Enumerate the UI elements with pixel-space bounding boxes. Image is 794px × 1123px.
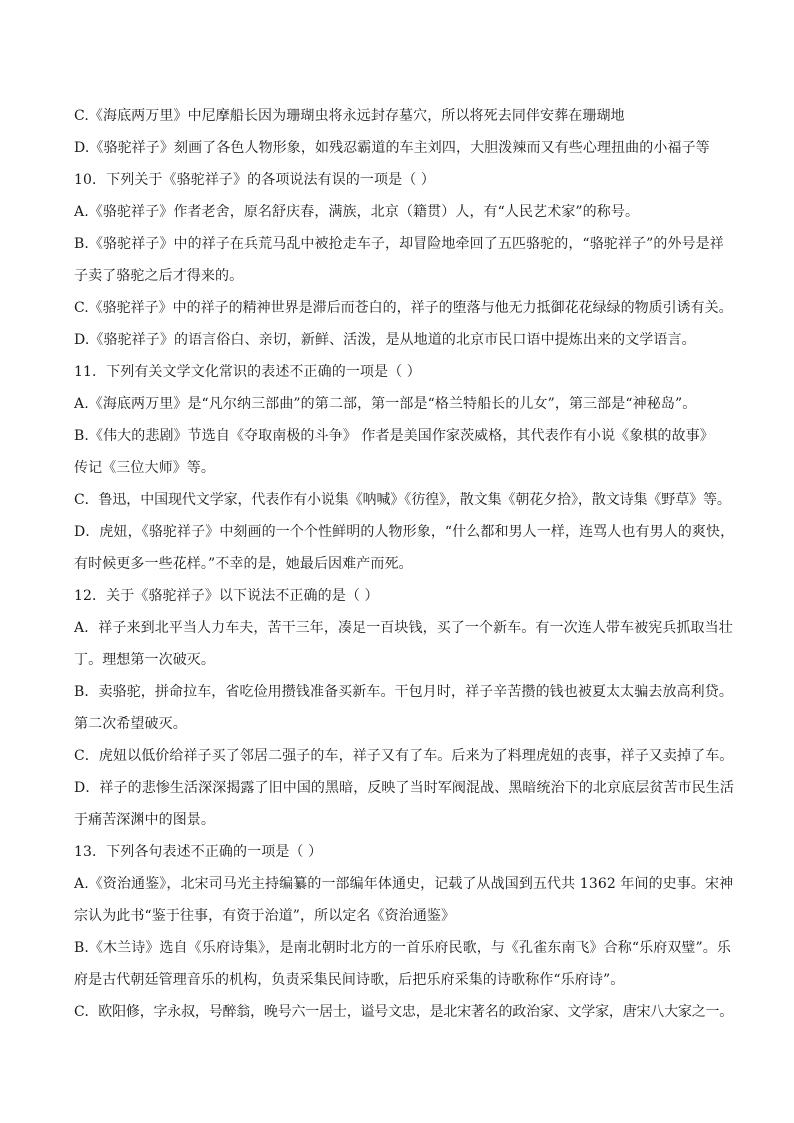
text-line: 于痛苦深渊中的图景。 bbox=[74, 812, 215, 828]
text-line: 传记《三位大师》等。 bbox=[74, 460, 215, 476]
text-line: C．欧阳修，字永叔，号醉翁，晚号六一居士，谥号文忠，是北宋著名的政治家、文学家，唐宋八大家之一。 bbox=[74, 1004, 734, 1020]
text-line: D．祥子的悲惨生活深深揭露了旧中国的黑暗，反映了当时军阀混战、黑暗统治下的北京底层贫苦市民生活 bbox=[74, 780, 734, 796]
text-line: C.《海底两万里》中尼摩船长因为珊瑚虫将永远封存墓穴，所以将死去同伴安葬在珊瑚地 bbox=[74, 108, 625, 124]
document-page bbox=[74, 100, 734, 1028]
text-line: C．鲁迅，中国现代文学家，代表作有小说集《呐喊》《彷徨》，散文集《朝花夕拾》，散文诗集《野草》等。 bbox=[74, 492, 731, 508]
text-line: 宗认为此书“鉴于往事，有资于治道”，所以定名《资治通鉴》 bbox=[74, 908, 456, 924]
question-title: 11．下列有关文学文化常识的表述不正确的一项是（ ） bbox=[74, 364, 421, 380]
text-line: D．虎妞，《骆驼祥子》中刻画的一个个性鲜明的人物形象，“什么都和男人一样，连骂人也有男人的爽快， bbox=[74, 524, 735, 540]
text-line: 丁。理想第一次破灭。 bbox=[74, 652, 215, 668]
text-line: 府是古代朝廷管理音乐的机构，负责采集民间诗歌，后把乐府采集的诗歌称作“乐府诗”。 bbox=[74, 972, 625, 988]
text-line: B.《木兰诗》选自《乐府诗集》，是南北朝时北方的一首乐府民歌，与《孔雀东南飞》合称“乐府双璧”。乐 bbox=[74, 940, 731, 956]
question-title: 12．关于《骆驼祥子》以下说法不正确的是（ ） bbox=[74, 588, 379, 604]
text-line: B．卖骆驼，拼命拉车，省吃俭用攒钱准备买新车。干包月时，祥子辛苦攒的钱也被夏太太骗去放高利贷。 bbox=[74, 684, 733, 700]
text-line: 有时候更多一些花样。”不幸的是，她最后因难产而死。 bbox=[74, 556, 413, 572]
text-line: B.《伟大的悲剧》节选自《夺取南极的斗争》 作者是美国作家茨威格，其代表作有小说《象棋的故事》 bbox=[74, 428, 714, 444]
text-line: C.《骆驼祥子》中的祥子的精神世界是滞后而苍白的，祥子的堕落与他无力抵御花花绿绿的物质引诱有关。 bbox=[74, 300, 733, 316]
text-line: C．虎妞以低价给祥子买了邻居二强子的车，祥子又有了车。后来为了料理虎妞的丧事，祥子又卖掉了车。 bbox=[74, 748, 734, 764]
text-line: B.《骆驼祥子》中的祥子在兵荒马乱中被抢走车子，却冒险地牵回了五匹骆驼的，“骆驼祥子”的外号是祥 bbox=[74, 236, 724, 252]
text-line: D.《骆驼祥子》刻画了各色人物形象，如残忍霸道的车主刘四，大胆泼辣而又有些心理扭曲的小福子等 bbox=[74, 140, 710, 156]
question-title: 13．下列各句表述不正确的一项是（ ） bbox=[74, 844, 323, 860]
text-line: A.《海底两万里》是“凡尔纳三部曲”的第二部，第一部是“格兰特船长的儿女”，第三部是“神秘岛”。 bbox=[74, 396, 697, 412]
text-line: 子卖了骆驼之后才得来的。 bbox=[74, 268, 244, 284]
text-line: A.《骆驼祥子》作者老舍，原名舒庆春，满族，北京（籍贯）人，有“人民艺术家”的称号。 bbox=[74, 204, 640, 220]
text-line: 第二次希望破灭。 bbox=[74, 716, 187, 732]
text-line: D.《骆驼祥子》的语言俗白、亲切，新鲜、活泼，是从地道的北京市民口语中提炼出来的文学语言。 bbox=[74, 332, 696, 348]
text-line: A．祥子来到北平当人力车夫，苦干三年，凑足一百块钱，买了一个新车。有一次连人带车被宪兵抓取当壮 bbox=[74, 620, 733, 636]
question-title: 10．下列关于《骆驼祥子》的各项说法有误的一项是（ ） bbox=[74, 172, 435, 188]
text-line: A.《资治通鉴》，北宋司马光主持编纂的一部编年体通史，记载了从战国到五代共 1362 年间的史事。宋神 bbox=[74, 876, 734, 892]
